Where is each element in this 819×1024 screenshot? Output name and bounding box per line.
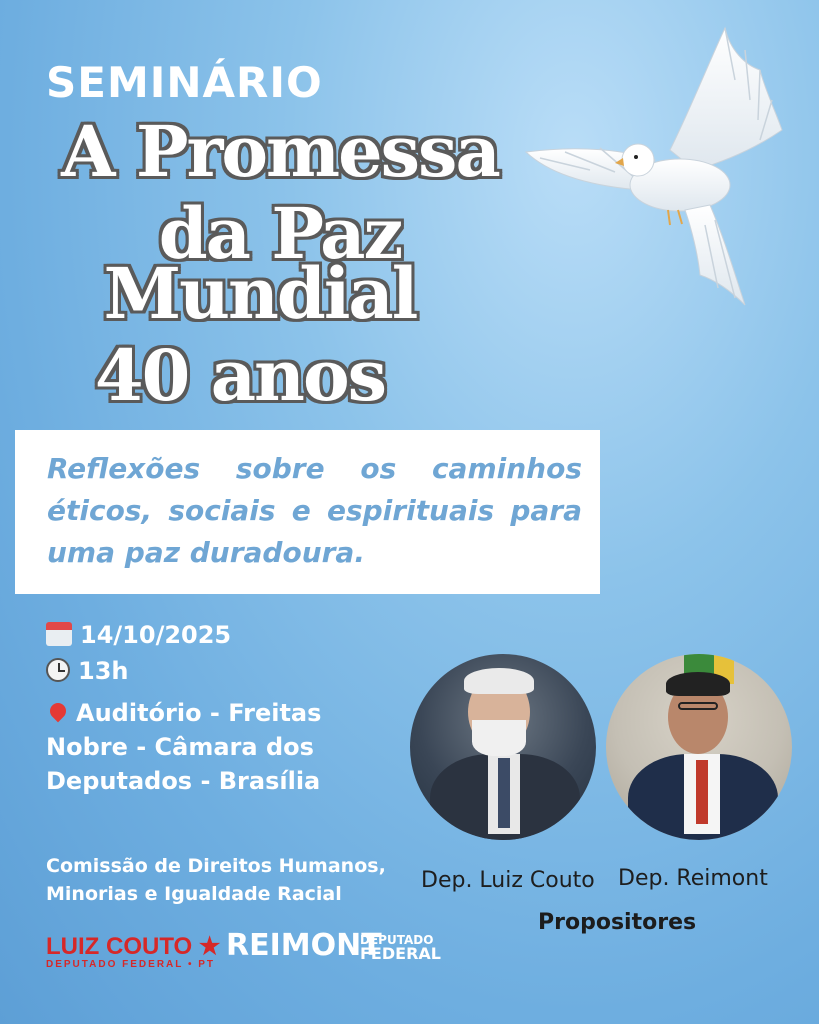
location-line-3: Deputados - Brasília [46, 767, 321, 795]
proposers-label: Propositores [538, 910, 697, 935]
organizer-line-1: Comissão de Direitos Humanos, [46, 855, 386, 877]
event-date-row [46, 618, 231, 652]
star-icon: ★ [198, 933, 221, 960]
photo-luiz-couto [410, 654, 596, 840]
logo-reimont-sub2: FEDERAL [360, 944, 441, 963]
logo-reimont-sub1: DEPUTADO [360, 933, 434, 947]
title-line-3: Mundial [103, 252, 417, 335]
event-time: 13h [78, 657, 129, 685]
subtitle-text: Reflexões sobre os caminhos éticos, sociais e espirituais para uma paz duradoura. [47, 452, 582, 569]
subtitle-box [15, 430, 600, 594]
calendar-icon [46, 622, 72, 646]
event-location-row [46, 696, 321, 798]
event-time-row [46, 654, 128, 688]
event-date: 14/10/2025 [80, 621, 232, 649]
proposer-name-1: Dep. Luiz Couto [421, 868, 595, 893]
location-line-1: Auditório - Freitas [76, 699, 322, 727]
dove-icon [520, 20, 790, 310]
location-pin-icon [47, 700, 70, 723]
logo-luiz-couto-sub: DEPUTADO FEDERAL • PT [46, 959, 216, 970]
logo-reimont-sub [360, 933, 441, 963]
location-line-2: Nobre - Câmara dos [46, 733, 314, 761]
proposer-name-2: Dep. Reimont [618, 866, 768, 891]
eyebrow-seminario: SEMINÁRIO [46, 58, 323, 107]
photo-reimont [606, 654, 792, 840]
clock-icon [46, 658, 70, 682]
logo-reimont-name: REIMONT [226, 928, 382, 963]
logo-reimont [226, 928, 441, 963]
organizer-line-2: Minorias e Igualdade Racial [46, 883, 342, 905]
title-line-2: da Paz [158, 192, 402, 275]
logo-luiz-couto [46, 932, 220, 970]
logo-luiz-couto-name: LUIZ COUTO [46, 933, 193, 960]
title-line-4: 40 anos [94, 334, 386, 417]
title-line-1: A Promessa [61, 110, 499, 193]
organizer [46, 852, 386, 908]
